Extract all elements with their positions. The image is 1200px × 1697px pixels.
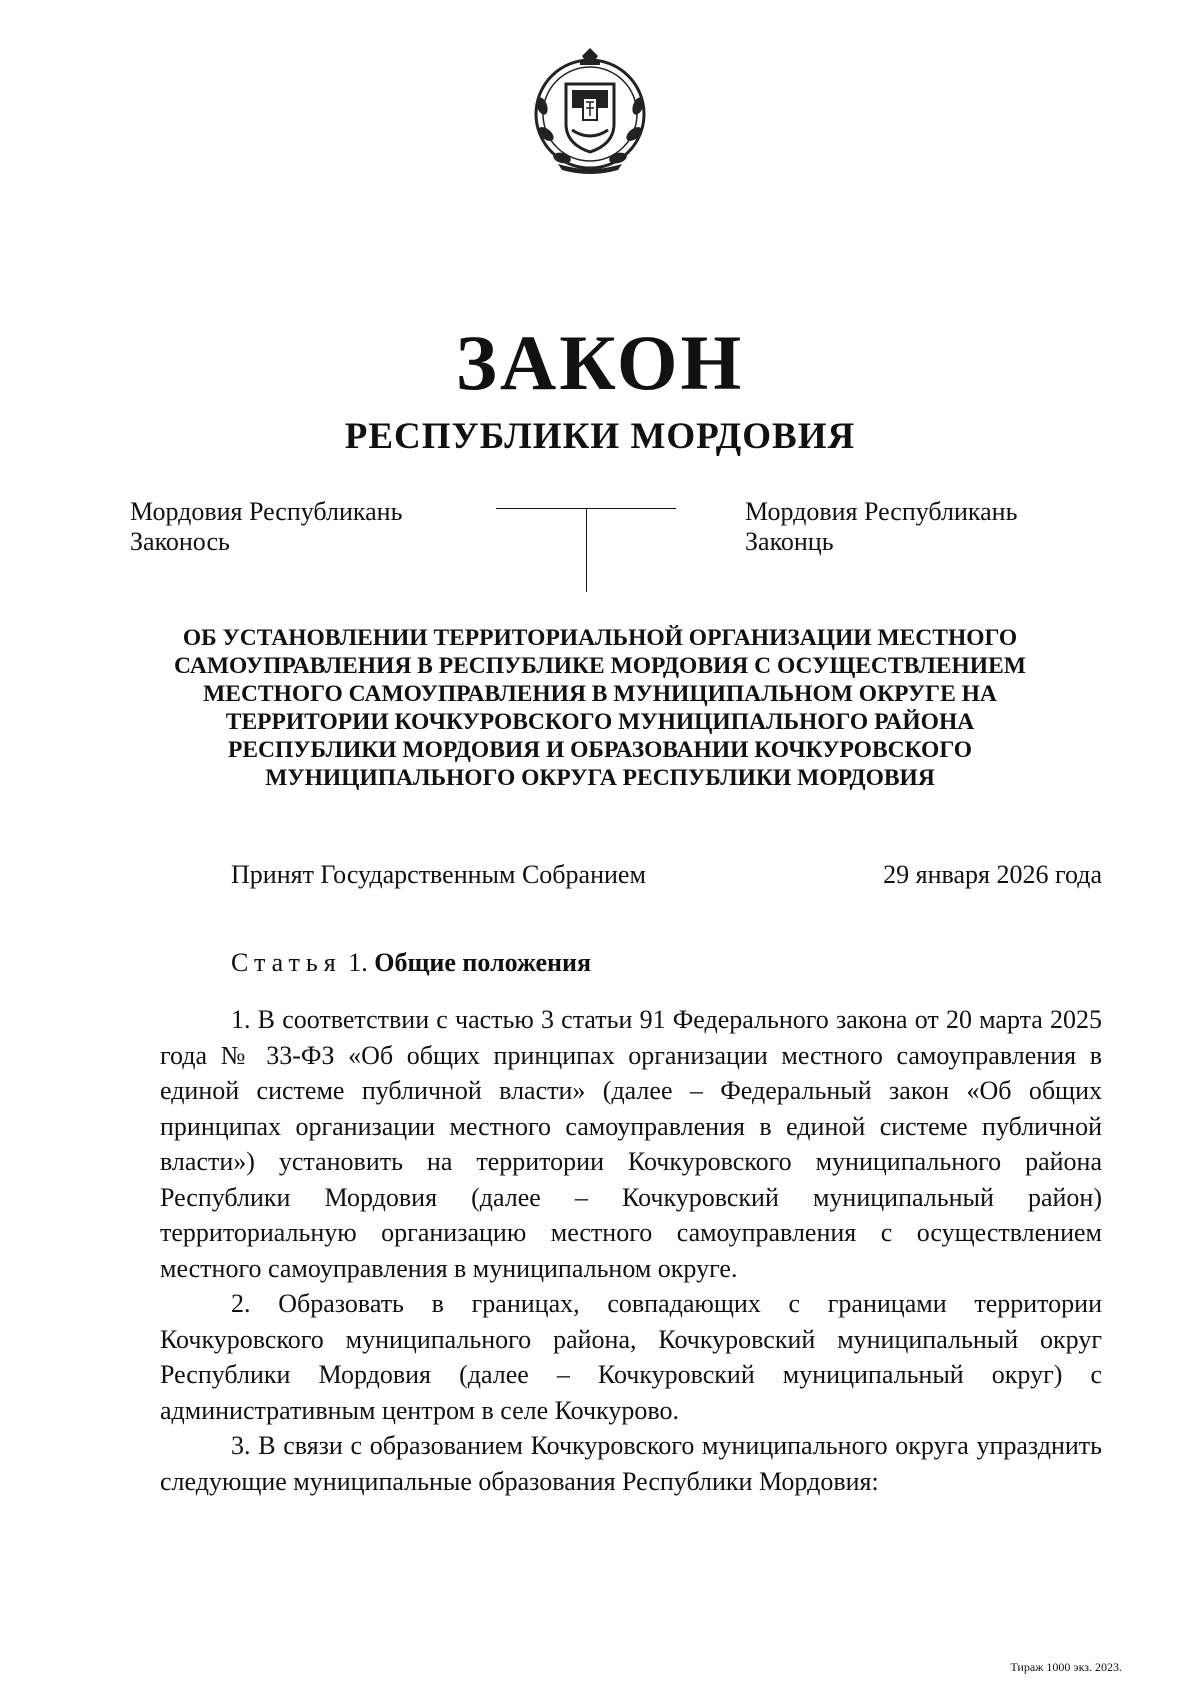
document-subtitle: РЕСПУБЛИКИ МОРДОВИЯ bbox=[344, 416, 856, 457]
law-heading-line: РЕСПУБЛИКИ МОРДОВИЯ И ОБРАЗОВАНИИ КОЧКУРОВСКОГО bbox=[227, 737, 972, 763]
article-paragraph-2: 2. Образовать в границах, совпадающих с границами территории Кочкуровского муниципального района, Кочкуровский муниципальный округ Республики Мордовия (далее – Кочкуровский муниципальный округ) с административным центром в селе Кочкурово. bbox=[160, 1289, 1102, 1425]
article-paragraph-1: 1. В соответствии с частью 3 статьи 91 Федерального закона от 20 марта 2025 года № 33-ФЗ «Об общих принципах организации местного самоуправления в единой системе публичной власти» (далее – Федеральный закон «Об общих принципах организации местного самоуправления в единой системе публичной власти») установить на территории Кочкуровского муниципального района Республики Мордовия (далее – Кочкуровский муниципальный район) территориальную организацию местного самоуправления с осуществлением местного самоуправления в муниципальном округе. bbox=[160, 1005, 1102, 1283]
mokshan-label-line-2: Законось bbox=[130, 527, 230, 556]
article-heading bbox=[231, 948, 591, 978]
erzyan-label-line-2: Законць bbox=[745, 527, 834, 556]
article-number: 1. bbox=[341, 948, 375, 977]
article-prefix: Статья bbox=[231, 948, 342, 977]
law-heading-line: САМОУПРАВЛЕНИЯ В РЕСПУБЛИКЕ МОРДОВИЯ С ОСУЩЕСТВЛЕНИЕМ bbox=[174, 653, 1026, 679]
print-run-note: Тираж 1000 экз. 2023. bbox=[1010, 1660, 1122, 1674]
law-heading bbox=[150, 624, 1050, 792]
document-title: ЗАКОН bbox=[455, 319, 745, 406]
adoption-label: Принят Государственным Собранием bbox=[231, 860, 646, 889]
adoption-date: 29 января 2026 года bbox=[883, 860, 1102, 889]
article-name: Общие положения bbox=[374, 948, 592, 977]
registration-mark-vertical bbox=[586, 508, 587, 592]
law-heading-line: МЕСТНОГО САМОУПРАВЛЕНИЯ В МУНИЦИПАЛЬНОМ ОКРУГЕ НА bbox=[203, 681, 997, 707]
article-body bbox=[160, 1002, 1102, 1499]
coat-of-arms-icon bbox=[528, 46, 652, 174]
erzyan-law-label bbox=[745, 497, 1105, 557]
mordovia-emblem-graphic bbox=[528, 46, 652, 174]
law-heading-line: ОБ УСТАНОВЛЕНИИ ТЕРРИТОРИАЛЬНОЙ ОРГАНИЗАЦИИ МЕСТНОГО bbox=[182, 625, 1018, 651]
law-heading-line: ТЕРРИТОРИИ КОЧКУРОВСКОГО МУНИЦИПАЛЬНОГО РАЙОНА bbox=[225, 709, 975, 735]
mokshan-label-line-1: Мордовия Республикань bbox=[130, 497, 403, 526]
article-paragraph-3: 3. В связи с образованием Кочкуровского муниципального округа упразднить следующие муниципальные образования Республики Мордовия: bbox=[160, 1431, 1102, 1496]
mokshan-law-label bbox=[130, 497, 450, 557]
law-heading-line: МУНИЦИПАЛЬНОГО ОКРУГА РЕСПУБЛИКИ МОРДОВИЯ bbox=[265, 765, 935, 791]
erzyan-label-line-1: Мордовия Республикань bbox=[745, 497, 1018, 526]
